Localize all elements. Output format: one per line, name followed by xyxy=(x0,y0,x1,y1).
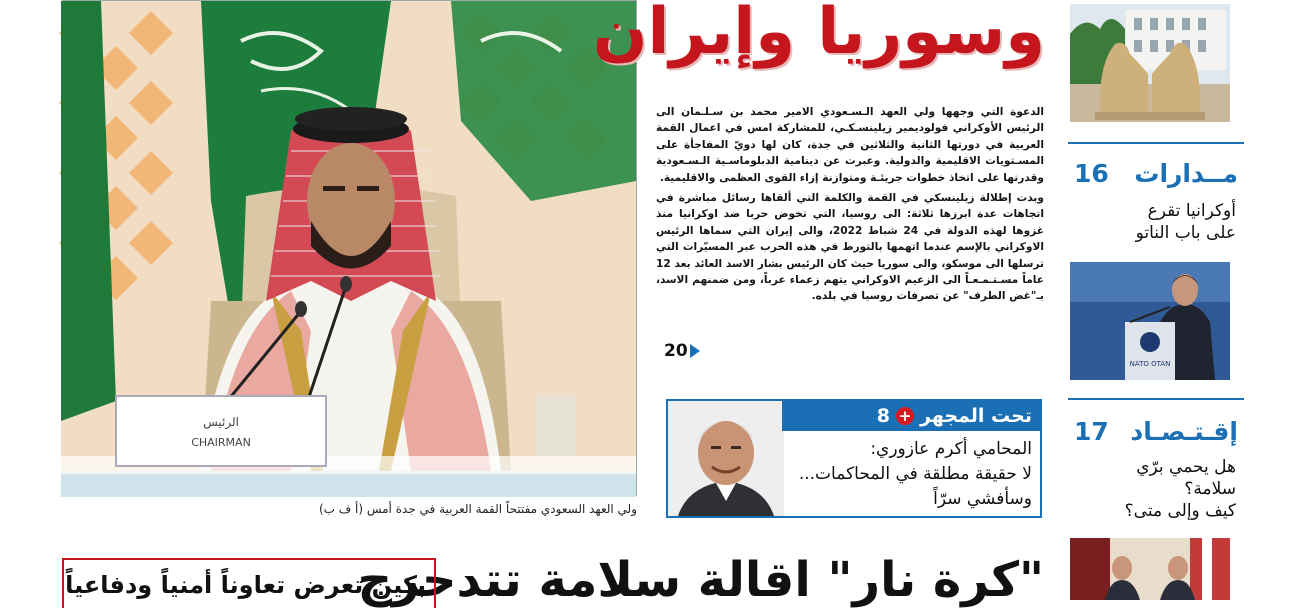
promo-line: وسأفشي سرّاً xyxy=(933,489,1032,509)
sidebar-teaser-line: هل يحمي برّي xyxy=(1136,457,1236,477)
promo-text xyxy=(782,437,1032,512)
bottom-side-box[interactable] xyxy=(62,558,436,608)
sidebar-section-page: 17 xyxy=(1074,416,1109,446)
sidebar-rule xyxy=(1068,142,1244,144)
promo-box-under-microscope[interactable] xyxy=(666,399,1042,518)
continue-arrow-icon xyxy=(690,344,700,358)
promo-page-number: 8 xyxy=(876,405,890,427)
plus-icon: + xyxy=(896,407,914,425)
promo-title: تحت المجهر xyxy=(920,405,1032,427)
sidebar-teaser-line: كيف وإلى متى؟ xyxy=(1124,501,1236,521)
sidebar-photo-meeting xyxy=(1070,538,1230,600)
sidebar-teaser-line: على باب الناتو xyxy=(1135,223,1236,243)
continue-page-number: 20 xyxy=(664,341,688,361)
bottom-headline-side: بكين تعرض تعاوناً أمنياً ودفاعياً xyxy=(65,571,426,599)
promo-line: لا حقيقة مطلقة في المحاكمات... xyxy=(798,464,1032,484)
sidebar-section-header[interactable] xyxy=(1068,152,1244,194)
sidebar-photo-sculpture xyxy=(1070,4,1230,122)
nameplate-arabic: الرئيس xyxy=(203,415,239,429)
photo-caption: ولي العهد السعودي مفتتحاً القمة العربية في جدة أمس (أ ف ب) xyxy=(318,502,637,516)
main-headline[interactable]: وسوريا وإيران xyxy=(592,0,1045,69)
bottom-headline-main[interactable]: "كرة نار" اقالة سلامة تتدحرج xyxy=(357,552,1044,608)
continue-on-page[interactable] xyxy=(664,340,700,362)
sidebar-section-header[interactable] xyxy=(1068,410,1244,452)
page-margin xyxy=(1244,0,1304,600)
main-news-photo xyxy=(62,0,637,496)
sidebar-teaser[interactable] xyxy=(1068,200,1236,244)
article-paragraph: الدعوة التي وجهها ولي العهد الـسـعودي الامير محمد بن سـلـمان الى الرئيس الأوكراني فولوديمير زيلينسـكـي، للمشاركة امس في اعمال القمة العربية في دورتها الثانية والثلاثين في جدة، كان لها دويّ المفاجأة على المسـتويات الاقليمية والدولية. وعبرت عن دينامية الدبلوماسـية الـسـعودية وقدرتها على اتخاذ خطوات جريئـة ومتوازنة إزاء القوى العظمى والاقليمية. xyxy=(656,106,1044,184)
sidebar-section-title: مــدارات xyxy=(1134,158,1238,188)
sidebar-section-page: 16 xyxy=(1074,158,1109,188)
right-sidebar xyxy=(1068,0,1244,600)
article-paragraph: وبدت إطلالة زيلينسكي في القمة والكلمة التي ألقاها رسائل مباشرة في اتجاهات عدة ابرزها ثلاثة: الى روسيا، التي تخوض حربا ضد اوكرانيا منذ غزوها لهذه الدولة في 24 شباط 2022، والى إيران التي سماها الرئيس الاوكراني بالإسم عندما اتهمها بالتورط في هذه الحرب عبر المسيّرات التي ترسلها الى موسكو، والى سوريا حيث كان الرئيس بشار الاسد العائد بعد 12 عاماً مسـتـمـعـاً الى الزعيم الاوكراني يتهم زعماء عرباً، ومن ضمنهم الاسد، بـ"غض الطرف" عن تصرفات روسيا في بلده. xyxy=(656,192,1045,303)
sidebar-teaser[interactable] xyxy=(1068,456,1236,522)
nameplate-english: CHAIRMAN xyxy=(191,436,251,449)
sidebar-teaser-line: سلامة؟ xyxy=(1184,479,1236,499)
article-body xyxy=(656,104,1044,309)
promo-line: المحامي أكرم عازوري: xyxy=(870,439,1032,459)
promo-portrait-photo xyxy=(668,401,784,516)
sidebar-teaser-line: أوكرانيا تقرع xyxy=(1147,201,1236,221)
podium-sign: NATO OTAN xyxy=(1129,360,1171,368)
sidebar-rule xyxy=(1068,398,1244,400)
promo-header xyxy=(782,401,1040,431)
sidebar-photo-podium xyxy=(1070,262,1230,380)
sidebar-section-title: إقـتـصـاد xyxy=(1130,416,1238,446)
